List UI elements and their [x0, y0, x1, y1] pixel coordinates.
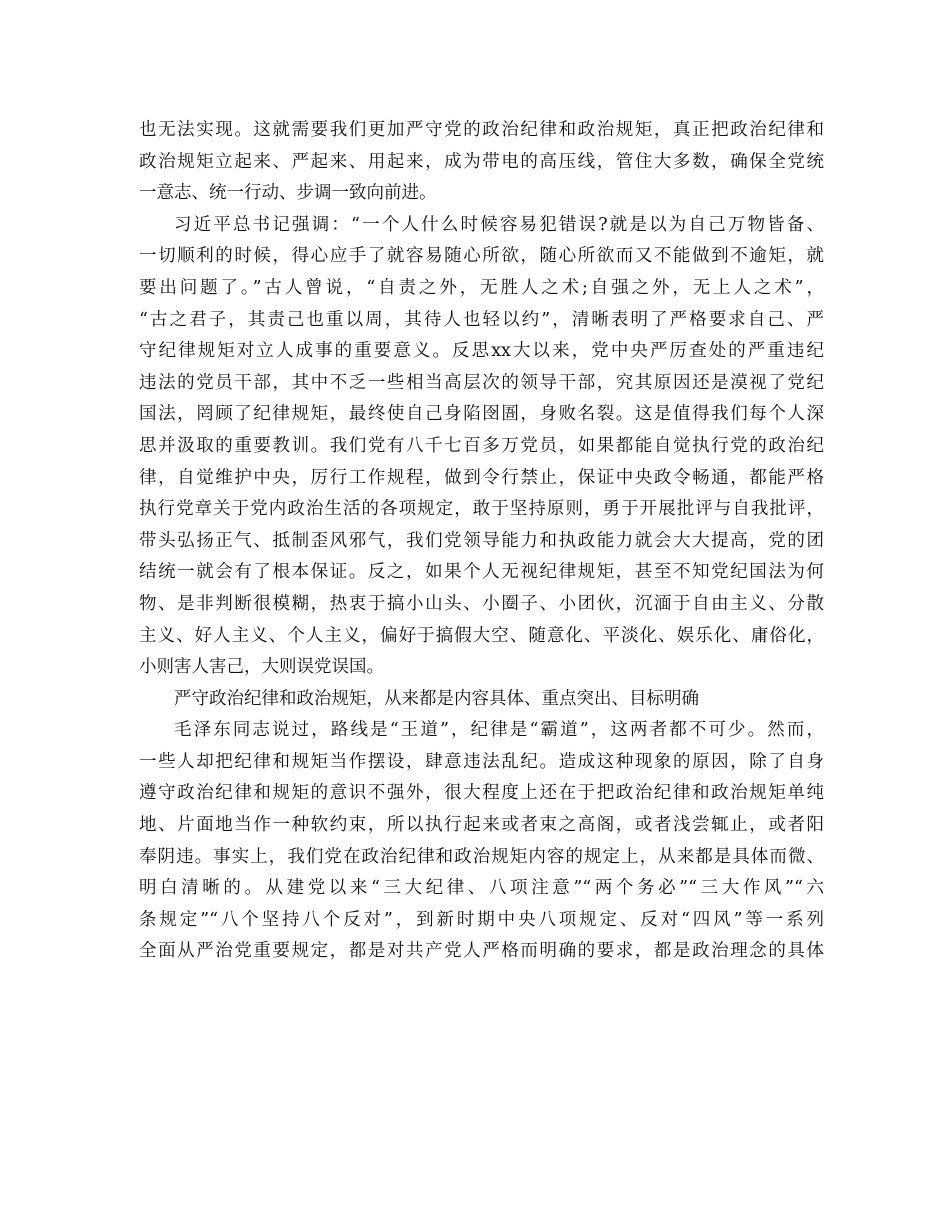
text-line: 主义、好人主义、个人主义，偏好于搞假大空、随意化、平淡化、娱乐化、庸俗化， [139, 625, 824, 646]
text-line: 违法的党员干部，其中不乏一些相当高层次的领导干部，究其原因还是漠视了党纪 [139, 372, 824, 393]
text-line: 地、片面地当作一种软约束，所以执行起来或者束之高阁，或者浅尝辄止，或者阳 [139, 815, 824, 836]
text-line: 严守政治纪律和政治规矩，从来都是内容具体、重点突出、目标明确 [174, 688, 699, 709]
text-line: “古之君子，其责己也重以周，其待人也轻以约”，清晰表明了严格要求自己、严 [139, 309, 824, 330]
text-line: 小则害人害己，大则误党误国。 [139, 657, 384, 678]
text-line: 守纪律规矩对立人成事的重要意义。反思xx大以来，党中央严厉查处的严重违纪 [139, 341, 824, 362]
text-line: 带头弘扬正气、抵制歪风邪气，我们党领导能力和执政能力就会大大提高，党的团 [139, 530, 824, 551]
text-line: 物、是非判断很模糊，热衷于搞小山头、小圈子、小团伙，沉湎于自由主义、分散 [139, 593, 824, 614]
text-line: 国法，罔顾了纪律规矩，最终使自己身陷囹圄，身败名裂。这是值得我们每个人深 [139, 404, 824, 425]
text-line: 条规定”“八个坚持八个反对”，到新时期中央八项规定、反对“四风”等一系列 [139, 909, 824, 930]
text-line: 也无法实现。这就需要我们更加严守党的政治纪律和政治规矩，真正把政治纪律和 [139, 120, 824, 140]
text-line: 要出问题了。”古人曾说，“自责之外，无胜人之术;自强之外，无上人之术”， [139, 277, 824, 298]
text-line: 结统一就会有了根本保证。反之，如果个人无视纪律规矩，甚至不知党纪国法为何 [139, 562, 824, 583]
text-line: 一些人却把纪律和规矩当作摆设，肆意违法乱纪。造成这种现象的原因，除了自身 [139, 751, 824, 772]
document-body [139, 115, 824, 968]
text-line: 律，自觉维护中央，厉行工作规程，做到令行禁止，保证中央政令畅通，都能严格 [139, 467, 824, 488]
text-line: 一切顺利的时候，得心应手了就容易随心所欲，随心所欲而又不能做到不逾矩，就 [139, 246, 824, 267]
text-line: 全面从严治党重要规定，都是对共产党人严格而明确的要求，都是政治理念的具体 [139, 941, 824, 962]
text-line: 思并汲取的重要教训。我们党有八千七百多万党员，如果都能自觉执行党的政治纪 [139, 435, 824, 456]
text-line: 执行党章关于党内政治生活的各项规定，敢于坚持原则，勇于开展批评与自我批评， [139, 499, 824, 520]
text-line: 奉阴违。事实上，我们党在政治纪律和政治规矩内容的规定上，从来都是具体而微、 [139, 846, 824, 867]
text-line: 一意志、统一行动、步调一致向前进。 [139, 183, 437, 204]
text-line: 遵守政治纪律和规矩的意识不强外，很大程度上还在于把政治纪律和政治规矩单纯 [139, 783, 824, 804]
text-line: 明白清晰的。从建党以来“三大纪律、八项注意”“两个务必”“三大作风”“六 [139, 878, 824, 899]
text-line: 政治规矩立起来、严起来、用起来，成为带电的高压线，管住大多数，确保全党统 [139, 151, 824, 172]
text-line: 毛泽东同志说过，路线是“王道”，纪律是“霸道”，这两者都不可少。然而， [174, 720, 824, 741]
text-line: 习近平总书记强调：“一个人什么时候容易犯错误?就是以为自己万物皆备、 [174, 214, 824, 235]
